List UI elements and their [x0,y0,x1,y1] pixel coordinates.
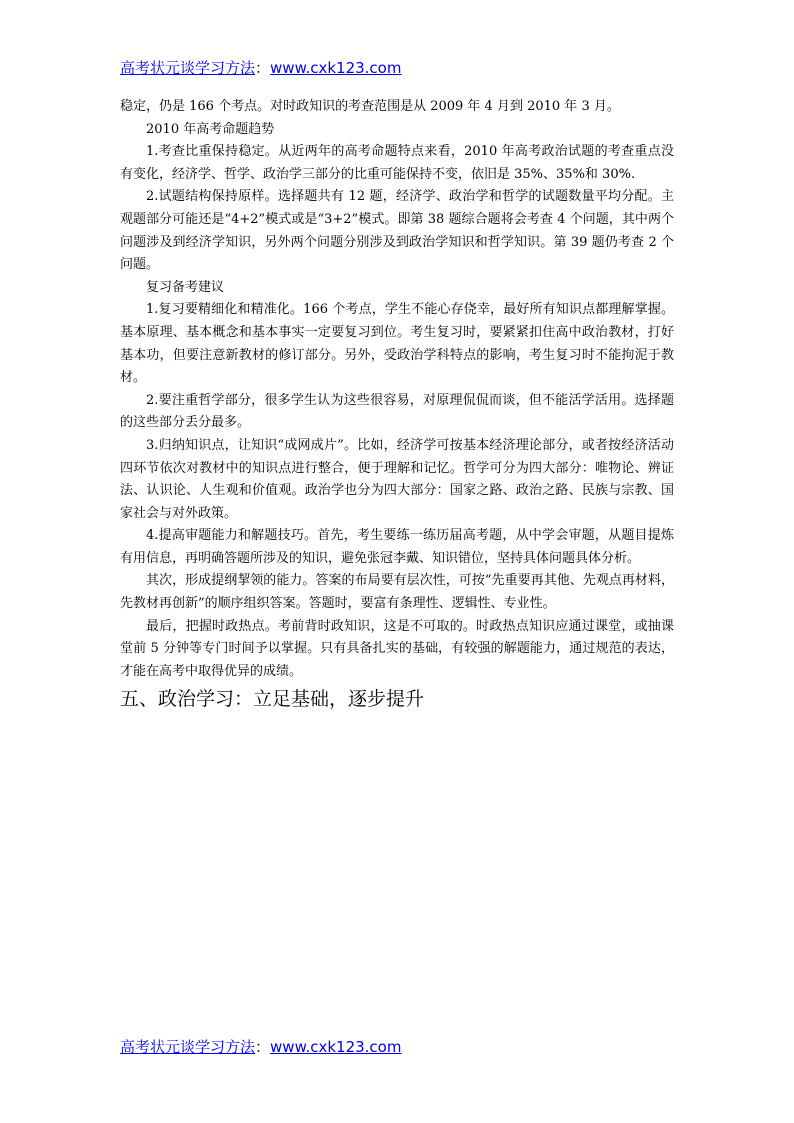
paragraph-finally: 最后，把握时政热点。考前背时政知识，这是不可取的。时政热点知识应通过课堂，或抽课堂前 5 分钟等专门时间予以掌握。只有具备扎实的基础，有较强的解题能力，通过规范的表达，才能在高考中取得优异的成绩。 [120,618,674,679]
header-separator: ： [255,59,271,77]
header-site-link[interactable]: 高考状元谈学习方法 [120,59,256,77]
paragraph-advice-1: 1.复习要精细化和精准化。166 个考点，学生不能心存侥幸，最好所有知识点都理解掌握。基本原理、基本概念和基本事实一定要复习到位。考生复习时，要紧紧扣住高中政治教材，打好基本功，但要注意新教材的修订部分。另外，受政治学科特点的影响，考生复习时不能拘泥于教材。 [120,302,674,386]
paragraph-secondly: 其次，形成提纲挈领的能力。答案的布局要有层次性，可按“先重要再其他、先观点再材料，先教材再创新”的顺序组织答案。答题时，要富有条理性、逻辑性、专业性。 [120,573,674,612]
footer-separator: ： [255,1038,271,1056]
section-heading: 五、政治学习：立足基础，逐步提升 [120,688,425,710]
document-body [120,96,674,683]
footer-url-link[interactable]: www.cxk123.com [270,1038,402,1056]
paragraph-advice-3: 3.归纳知识点，让知识“成网成片”。比如，经济学可按基本经济理论部分，或者按经济活动四环节依次对教材中的知识点进行整合，便于理解和记忆。哲学可分为四大部分：唯物论、辨证法、认识论、人生观和价值观。政治学也分为四大部分：国家之路、政治之路、民族与宗教、国家社会与对外政策。 [120,437,674,521]
paragraph-advice-4: 4.提高审题能力和解题技巧。首先，考生要练一练历届高考题，从中学会审题，从题目提炼有用信息，再明确答题所涉及的知识，避免张冠李戴、知识错位，坚持具体问题具体分析。 [120,528,674,566]
subheading-advice: 复习备考建议 [146,279,225,295]
footer-site-link[interactable]: 高考状元谈学习方法 [120,1038,256,1056]
header-url-link[interactable]: www.cxk123.com [270,59,402,77]
paragraph-trend-1: 1.考查比重保持稳定。从近两年的高考命题特点来看，2010 年高考政治试题的考查重点没有变化，经济学、哲学、政治学三部分的比重可能保持不变，依旧是 35%、35%和 30%. [120,144,674,182]
paragraph-advice-2: 2.要注重哲学部分，很多学生认为这些很容易，对原理侃侃而谈，但不能活学活用。选择题的这些部分丢分最多。 [120,392,674,431]
paragraph-trend-2: 2.试题结构保持原样。选择题共有 12 题，经济学、政治学和哲学的试题数量平均分配。主观题部分可能还是“4+2”模式或是“3+2”模式。即第 38 题综合题将会考查 4 个问题，其中两个问题涉及到经济学知识，另外两个问题分别涉及到政治学知识和哲学知识。第 39 题仍考查 2 个问题。 [120,189,674,273]
page-header [120,58,401,78]
subheading-trends: 2010 年高考命题趋势 [146,121,275,137]
paragraph-intro: 稳定，仍是 166 个考点。对时政知识的考查范围是从 2009 年 4 月到 2010 年 3 月。 [120,99,620,114]
page-footer [120,1037,401,1057]
